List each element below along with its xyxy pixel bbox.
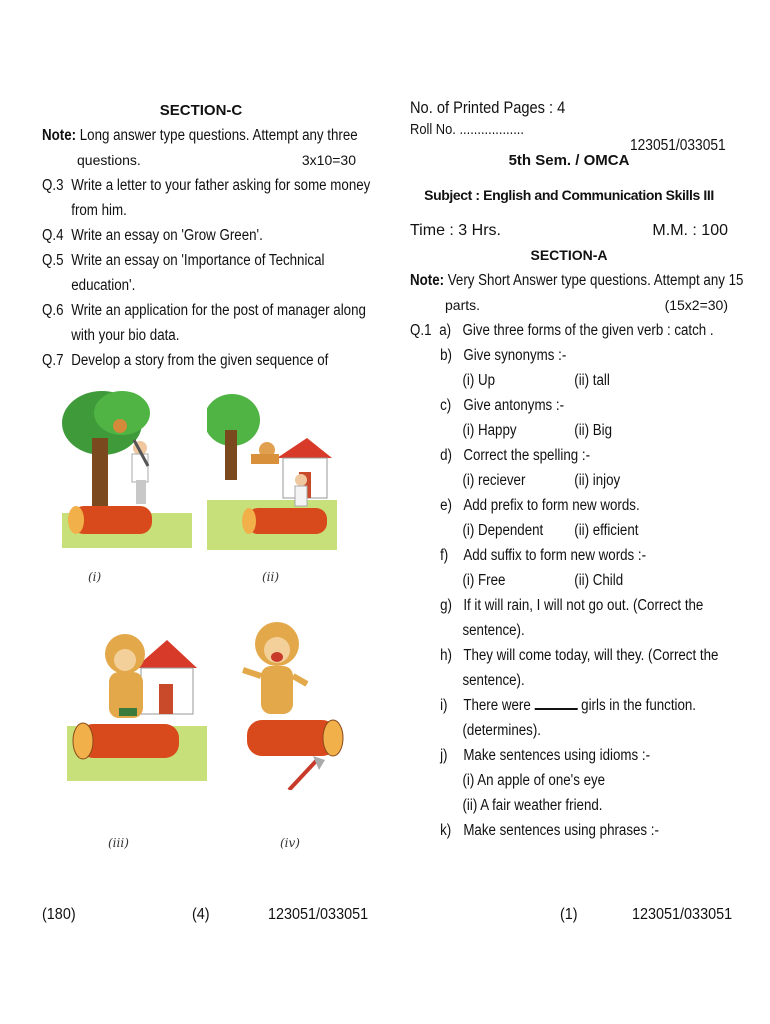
option-i: (i) Dependent <box>462 522 544 539</box>
q1-part-d <box>410 443 757 468</box>
part-label: j) <box>440 747 448 764</box>
part-text: They will come today, will they. (Correct the <box>463 647 719 664</box>
note-marks: (15x2=30) <box>664 297 728 313</box>
part-label: d) <box>440 447 452 464</box>
question-text: Write an essay on 'Grow Green'. <box>71 227 263 244</box>
q1-part-k <box>410 818 757 843</box>
q1-part-h <box>410 643 757 668</box>
question-list <box>42 173 371 373</box>
question-number: Q.7 <box>42 352 64 369</box>
note-marks: 3x10=30 <box>301 152 356 168</box>
story-image-1 <box>62 388 192 548</box>
part-label: g) <box>440 597 452 614</box>
q1-part-f <box>410 543 757 568</box>
fill-blank <box>534 696 577 710</box>
question-item <box>42 298 366 323</box>
section-a-note <box>410 268 744 293</box>
question-item-cont <box>42 198 359 223</box>
q1-part-j <box>410 743 757 768</box>
question-number: Q.5 <box>42 252 64 269</box>
question-text: Write an application for the post of manager along <box>71 302 366 319</box>
option-ii: (ii) Child <box>574 572 624 589</box>
section-c-note <box>42 123 359 148</box>
question-text: Develop a story from the given sequence of <box>71 352 329 369</box>
part-label: c) <box>440 397 452 414</box>
q1-part-f-options <box>410 568 770 593</box>
q1-part-i <box>410 693 757 718</box>
right-column <box>410 96 744 843</box>
subject: Subject : English and Communication Skills III <box>424 187 714 203</box>
q1-number: Q.1 <box>410 322 432 339</box>
note-text2: questions. <box>77 152 141 168</box>
footer-page-right: (1) <box>560 906 578 923</box>
story-image-3 <box>67 616 207 786</box>
part-text: Give three forms of the given verb : catch . <box>462 322 714 339</box>
caption-2: (ii) <box>262 570 280 584</box>
section-a-note-cont <box>410 293 728 318</box>
part-text: Make sentences using phrases :- <box>463 822 659 839</box>
part-label: f) <box>440 547 449 564</box>
option-i: (i) Up <box>462 372 496 389</box>
part-text: Add prefix to form new words. <box>463 497 640 514</box>
question-number <box>42 198 71 223</box>
question-text: Write an essay on 'Importance of Technical <box>71 252 325 269</box>
option-i: (i) Free <box>462 572 506 589</box>
option-ii: (ii) tall <box>574 372 610 389</box>
part-label: e) <box>440 497 452 514</box>
option-ii: (ii) efficient <box>574 522 639 539</box>
part-label: i) <box>440 697 448 714</box>
question-number: Q.3 <box>42 177 64 194</box>
question-text: education'. <box>71 277 136 294</box>
question-text: from him. <box>71 202 127 219</box>
q1-part-h-cont: sentence). <box>462 672 525 689</box>
note-text: Very Short Answer type questions. Attempt any 15 <box>447 272 744 289</box>
story-pictures <box>42 388 360 868</box>
note-text: Long answer type questions. Attempt any three <box>79 127 358 144</box>
max-marks: M.M. : 100 <box>652 222 728 239</box>
question-text: Write a letter to your father asking for some money <box>71 177 371 194</box>
question-item <box>42 248 359 273</box>
q1-part-c <box>410 393 757 418</box>
section-c-note-cont <box>42 148 360 173</box>
q1-part-g-cont: sentence). <box>462 622 525 639</box>
part-label: h) <box>440 647 452 664</box>
q1-part-a <box>410 318 727 343</box>
footer-paper-right: 123051/033051 <box>632 906 733 923</box>
time: Time : 3 Hrs. <box>410 222 501 239</box>
part-text: Give antonyms :- <box>463 397 565 414</box>
question-item-cont <box>42 323 359 348</box>
q1-part-j-option-ii: (ii) A fair weather friend. <box>462 797 603 814</box>
question-item <box>42 173 371 198</box>
time-marks-row <box>410 220 728 242</box>
semester: 5th Sem. / OMCA <box>508 152 630 169</box>
note-label: Note: <box>42 127 77 144</box>
part-text: If it will rain, I will not go out. (Correct the <box>463 597 704 614</box>
q1-part-e-options <box>410 518 770 543</box>
q1-part-i-cont: (determines). <box>462 722 541 739</box>
question-number: Q.6 <box>42 302 64 319</box>
printed-pages: No. of Printed Pages : 4 <box>410 98 566 117</box>
part-label: a) <box>439 322 452 339</box>
q1-part-g <box>410 593 757 618</box>
question-number <box>42 273 71 298</box>
note-text2: parts. <box>445 297 481 313</box>
section-a-title: SECTION-A <box>530 247 608 263</box>
question-item <box>42 348 359 373</box>
q1-part-j-option-i: (i) An apple of one's eye <box>462 772 606 789</box>
part-text: Correct the spelling :- <box>463 447 591 464</box>
part-label: b) <box>440 347 452 364</box>
footer-code: (180) <box>42 906 76 923</box>
story-image-2 <box>207 390 337 550</box>
section-c-title: SECTION-C <box>159 102 243 119</box>
part-text: Make sentences using idioms :- <box>463 747 651 764</box>
caption-4: (iv) <box>280 836 300 850</box>
option-ii: (ii) Big <box>574 422 613 439</box>
option-i: (i) Happy <box>462 422 517 439</box>
q1-part-b-options <box>410 368 770 393</box>
question-number: Q.4 <box>42 227 64 244</box>
paper-code: 123051/033051 <box>630 137 726 154</box>
q1-part-d-options <box>410 468 770 493</box>
part-text-cont: girls in the function. <box>581 697 697 714</box>
q1-part-c-options <box>410 418 770 443</box>
q1-part-e <box>410 493 757 518</box>
part-text: There were <box>463 697 531 714</box>
part-label: k) <box>440 822 452 839</box>
question-item <box>42 223 359 248</box>
left-column <box>42 96 371 373</box>
story-image-4 <box>227 610 347 790</box>
part-text: Give synonyms :- <box>463 347 567 364</box>
footer-paper-left: 123051/033051 <box>268 906 369 923</box>
note-label: Note: <box>410 272 445 289</box>
q1-part-b <box>410 343 757 368</box>
part-text: Add suffix to form new words :- <box>463 547 647 564</box>
caption-1: (i) <box>88 570 102 584</box>
footer-page-left: (4) <box>192 906 210 923</box>
option-i: (i) reciever <box>462 472 526 489</box>
roll-number: Roll No. .................. <box>410 121 524 138</box>
option-ii: (ii) injoy <box>574 472 621 489</box>
question-item-cont <box>42 273 359 298</box>
caption-3: (iii) <box>108 836 129 850</box>
question-number <box>42 323 71 348</box>
question-text: with your bio data. <box>71 327 180 344</box>
